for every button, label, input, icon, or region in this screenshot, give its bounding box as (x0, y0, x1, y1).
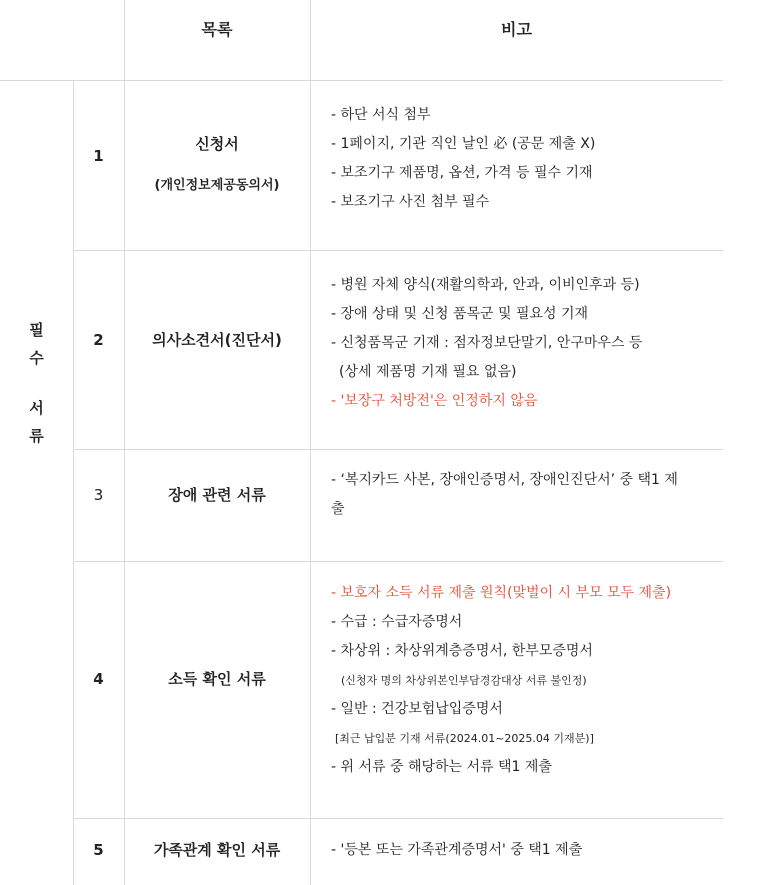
row-notes (331, 271, 711, 416)
note-line: - 차상위 : 차상위계층증명서, 한부모증명서 (331, 643, 593, 659)
note-line: - 수급 : 수급자증명서 (331, 614, 463, 630)
group-label-required-docs (0, 316, 73, 450)
header-note-label: 비고 (501, 19, 532, 39)
row-title-text: 신청서 (195, 135, 239, 154)
note-line: - 병원 자체 양식(재활의학과, 안과, 이비인후과 등) (331, 277, 640, 293)
row-title: 의사소견서(진단서) (152, 330, 282, 349)
row-notes (331, 579, 711, 782)
row-number: 2 (93, 331, 104, 349)
row-notes (331, 466, 711, 524)
row-title: 장애 관련 서류 (168, 485, 266, 504)
row-notes (331, 101, 711, 217)
note-line: - 신청품목군 기재 : 점자정보단말기, 안구마우스 등 (331, 335, 643, 351)
group-label-char: 수 (29, 349, 44, 367)
row-number: 1 (93, 147, 104, 165)
note-line-small: (신청자 명의 차상위본인부담경감대상 서류 불인정) (341, 674, 587, 687)
group-label-char: 류 (29, 427, 44, 445)
row-number: 5 (93, 841, 104, 859)
note-line: - 위 서류 중 해당하는 서류 택1 제출 (331, 759, 552, 775)
note-line: - 1페이지, 기관 직인 날인 必 (공문 제출 X) (331, 136, 596, 152)
group-label-char: 필 (29, 321, 44, 339)
row-number: 3 (93, 486, 104, 504)
note-line-warning: - '보장구 처방전'은 인정하지 않음 (331, 393, 538, 409)
row-title: 가족관계 확인 서류 (153, 840, 281, 859)
note-line: - 보조기구 사진 첨부 필수 (331, 194, 490, 210)
row-notes (331, 836, 711, 865)
header-list-label: 목록 (201, 19, 233, 39)
note-line: - ‘복지카드 사본, 장애인증명서, 장애인진단서’ 중 택1 제 (331, 472, 678, 488)
note-line: - '등본 또는 가족관계증명서' 중 택1 제출 (331, 842, 583, 858)
row-title (124, 80, 310, 250)
note-line: - 장애 상태 및 신청 품목군 및 필요성 기재 (331, 306, 589, 322)
note-line-small: [최근 납입분 기재 서류(2024.01~2025.04 기재분)] (335, 732, 594, 745)
divider-note-col (310, 0, 311, 885)
group-label-char: 서 (29, 399, 44, 417)
note-line: - 일반 : 건강보험납입증명서 (331, 701, 503, 717)
row-number: 4 (93, 670, 104, 688)
note-line: - 보조기구 제품명, 옵션, 가격 등 필수 기재 (331, 165, 593, 181)
row-subtitle: (개인정보제공동의서) (154, 178, 280, 194)
note-line: - 하단 서식 첨부 (331, 107, 431, 123)
note-line: (상세 제품명 기재 필요 없음) (339, 364, 517, 380)
note-line-warning: - 보호자 소득 서류 제출 원칙(맞벌이 시 부모 모두 제출) (331, 585, 672, 601)
row-title: 소득 확인 서류 (168, 669, 266, 688)
note-line: 출 (331, 501, 345, 517)
